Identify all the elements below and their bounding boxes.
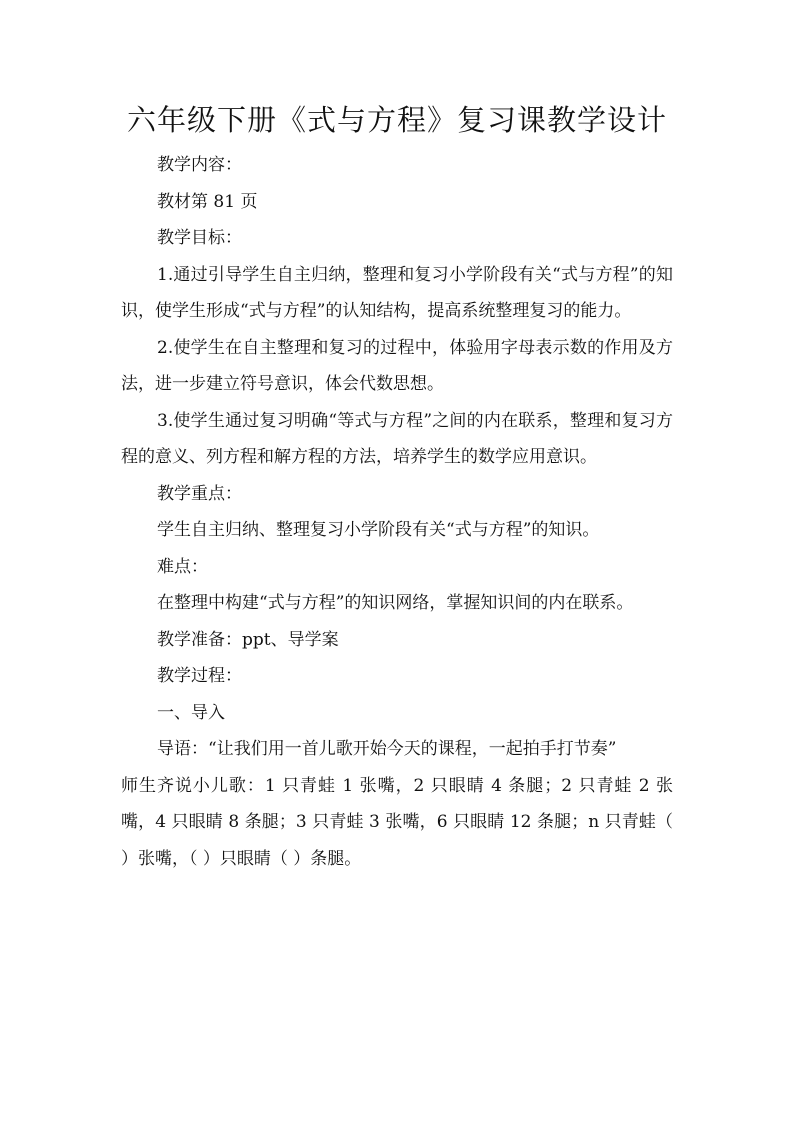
objective-1: 1.通过引导学生自主归纳，整理和复习小学阶段有关“式与方程”的知识，使学生形成“式与方程”的认知结构，提高系统整理复习的能力。	[121, 264, 673, 321]
document-title: 六年级下册《式与方程》复习课教学设计	[126, 103, 667, 137]
subheading-introduction: 一、导入	[157, 702, 225, 723]
objective-2: 2.使学生在自主整理和复习的过程中，体验用字母表示数的作用及方法，进一步建立符号意识，体会代数思想。	[121, 337, 673, 394]
section-heading-objectives: 教学目标：	[157, 228, 242, 248]
section-heading-content: 教学内容：	[157, 155, 242, 175]
introduction-rhyme: 师生齐说小儿歌：1 只青蛙 1 张嘴，2 只眼睛 4 条腿；2 只青蛙 2 张嘴，4 只眼睛 8 条腿；3 只青蛙 3 张嘴，6 只眼睛 12 条腿；n 只青蛙（ ）张嘴，（ ）只眼睛（ ）条腿。	[121, 775, 673, 869]
section-heading-difficulties: 难点：	[157, 556, 208, 577]
section-heading-key-points: 教学重点：	[157, 483, 242, 504]
section-heading-process: 教学过程：	[157, 666, 242, 686]
preparation-text: 教学准备：ppt、导学案	[157, 629, 339, 650]
content-text: 教材第 81 页	[157, 191, 258, 212]
key-points-text: 学生自主归纳、整理复习小学阶段有关“式与方程”的知识。	[157, 520, 600, 540]
introduction-guide: 导语：“让我们用一首儿歌开始今天的课程，一起拍手打节奏”	[157, 739, 617, 759]
difficulties-text: 在整理中构建“式与方程”的知识网络，掌握知识间的内在联系。	[157, 593, 634, 613]
objective-3: 3.使学生通过复习明确“等式与方程”之间的内在联系，整理和复习方程的意义、列方程和解方程的方法，培养学生的数学应用意识。	[121, 410, 673, 467]
document-body	[121, 147, 673, 877]
